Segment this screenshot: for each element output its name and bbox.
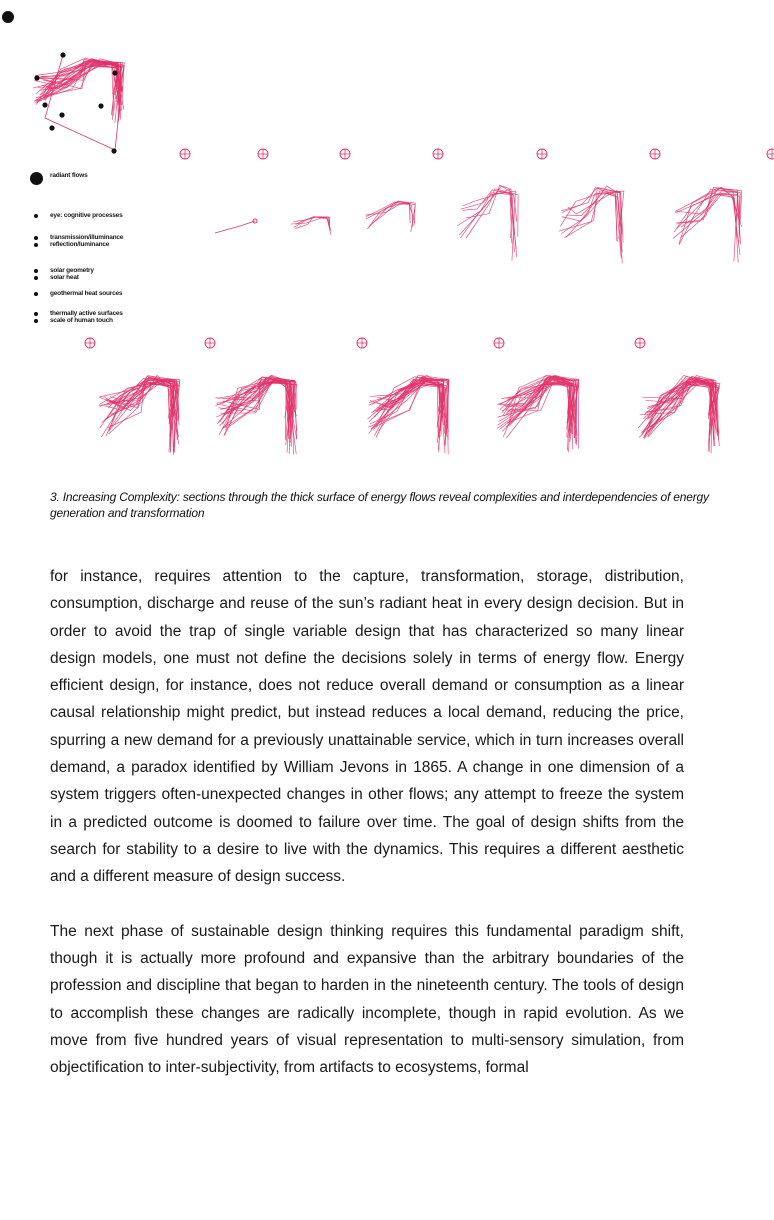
node-dot (60, 52, 65, 57)
paragraph: for instance, requires attention to the capture, transformation, storage, distribution, consumption, discharge and reuse of the sun’s radiant heat in every design decision. But in order to avoid the trap of single variable design that has characterized so many linear design models, one must not define the decisions solely in terms of energy flow. Energy efficient design, for instance, does not reduce overall demand or consumption as a linear causal relationship might predict, but instead reduces a local demand, reducing the price, spurring a new demand for a previously unattainable service, which in turn increases overall demand, a paradox identified by William Jevons in 1865. A change in one dimension of a system triggers often-unexpected changes in other flows; any attempt to freeze the system in a predicted outcome is doomed to failure over time. The goal of design shifts from the search for stability to a desire to live with the dynamics. This requires a different aesthetic and a different measure of design success. (50, 568, 684, 886)
flow-line (215, 221, 255, 233)
flow-line (498, 378, 571, 429)
flow-line (463, 189, 512, 243)
dot-marker (34, 243, 38, 247)
node-dot (111, 148, 116, 153)
flow-bundle (33, 58, 124, 123)
flow-line (463, 190, 517, 249)
corner-dot (2, 11, 14, 23)
flow-line (502, 380, 570, 437)
flow-bundle (291, 217, 331, 235)
figure-caption: 3. Increasing Complexity: sections through the thick surface of energy flows reveal complexities and interdependencies of energy generation and transformation (50, 490, 709, 520)
legend-item (28, 172, 168, 184)
legend-item (28, 212, 168, 224)
node-dot (112, 70, 117, 75)
node-dot (34, 75, 39, 80)
node-dot (49, 125, 54, 130)
section-row-1 (180, 149, 774, 263)
flow-line (646, 382, 717, 425)
legend-label: geothermal heat sources (50, 290, 123, 297)
flow-bundle (559, 186, 624, 263)
legend-label: solar heat (50, 274, 79, 281)
flow-line (643, 378, 712, 451)
flow-line (296, 217, 331, 231)
flow-line (638, 384, 714, 446)
flow-line (562, 186, 622, 263)
flow-line (459, 186, 516, 257)
legend-label: thermally active surfaces (50, 310, 123, 317)
flow-bundle (367, 375, 449, 454)
flow-line (106, 381, 170, 451)
dot-marker (34, 319, 38, 323)
node-dot (42, 102, 47, 107)
flow-bundle (673, 187, 742, 262)
flow-line (461, 191, 516, 260)
flow-bundle (365, 201, 415, 232)
flow-bundle (497, 375, 579, 452)
legend-label: radiant flows (50, 172, 88, 179)
flow-bundle (99, 375, 180, 454)
legend-label: eye: cognitive processes (50, 212, 123, 219)
flow-line (39, 63, 115, 120)
dot-marker (34, 312, 38, 316)
legend-label: solar geometry (50, 267, 94, 274)
flow-line (457, 193, 517, 226)
node-dot (59, 112, 64, 117)
legend-label: transmission/illuminance (50, 234, 124, 241)
legend-item (28, 241, 168, 253)
dot-marker (34, 276, 38, 280)
flow-line (219, 383, 290, 436)
legend-item (28, 290, 168, 302)
dot-marker (34, 236, 38, 240)
section-row-2 (85, 338, 720, 455)
flow-bundle (638, 375, 720, 453)
radiant-flow-diagram (33, 52, 124, 153)
flow-bundle (215, 375, 296, 455)
dot-marker (34, 214, 38, 218)
body-text (50, 563, 684, 1109)
legend-item (28, 274, 168, 286)
flow-bundle (457, 185, 518, 260)
paragraph: The next phase of sustainable design thinking requires this fundamental paradigm shift, though it is actually more profound and expansive than the arbitrary boundaries of the profession and discipline that began to harden in the nineteenth century. The tools of design to accomplish these changes are radically incomplete, though in rapid evolution. As we move from five hundred years of visual representation to multi-sensory simulation, from objectification to inter-subjectivity, from artifacts to ecosystems, formal (50, 922, 684, 1077)
flow-line (566, 193, 623, 253)
legend-label: scale of human touch (50, 317, 113, 324)
dot-marker (34, 269, 38, 273)
large-dot-marker (30, 172, 43, 185)
legend-label: reflection/luminance (50, 241, 110, 248)
dot-marker (34, 292, 38, 296)
node-dot (98, 103, 103, 108)
flow-line (560, 192, 621, 258)
legend-item (28, 317, 168, 329)
